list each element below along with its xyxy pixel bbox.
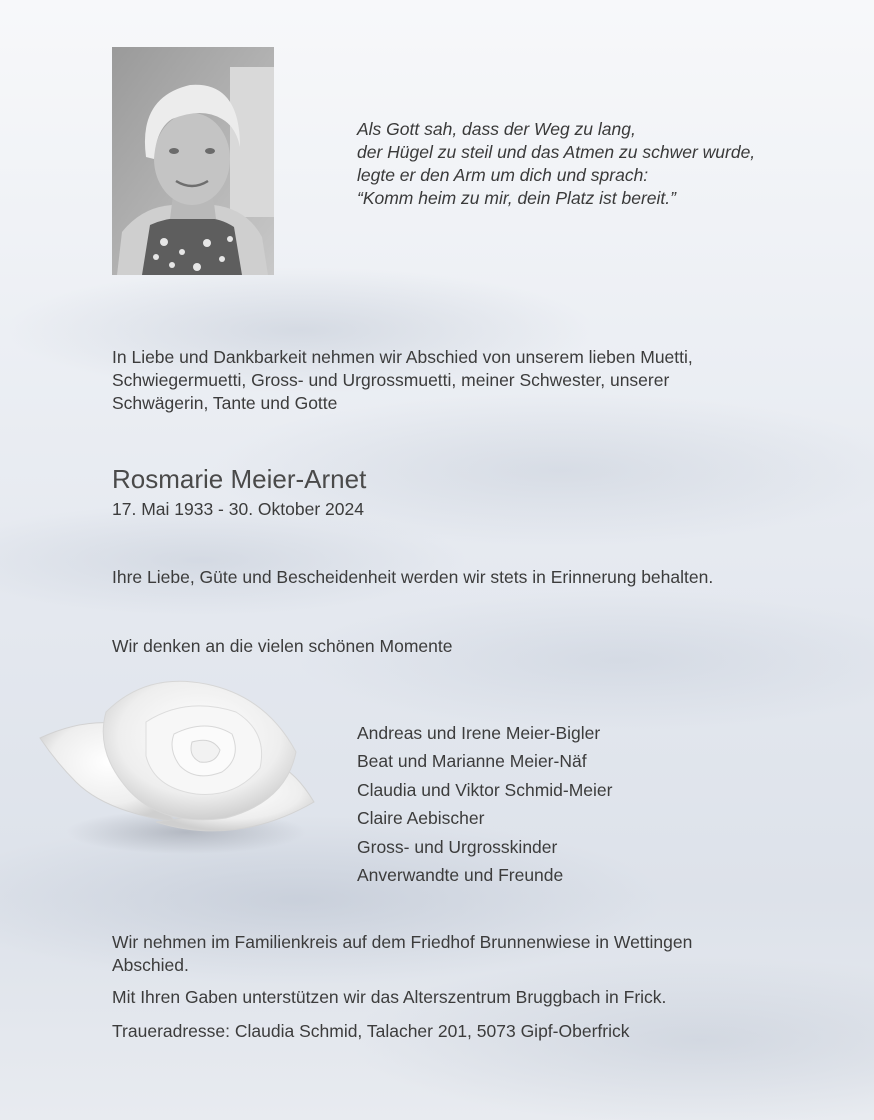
portrait-photo xyxy=(112,47,274,275)
intro-line: In Liebe und Dankbarkeit nehmen wir Abschied von unserem lieben Muetti, xyxy=(112,347,693,367)
poem xyxy=(357,118,857,210)
donation-text: Mit Ihren Gaben unterstützen wir das Alterszentrum Bruggbach in Frick. xyxy=(112,987,667,1007)
poem-line: Als Gott sah, dass der Weg zu lang, xyxy=(357,119,636,139)
remembrance-text: Ihre Liebe, Güte und Bescheidenheit werden wir stets in Erinnerung behalten. xyxy=(112,567,714,587)
list-item: Claire Aebischer xyxy=(357,808,485,829)
intro-line: Schwiegermuetti, Gross- und Urgrossmuetti, meiner Schwester, unserer xyxy=(112,370,670,390)
farewell-paragraph xyxy=(112,931,852,977)
poem-line: “Komm heim zu mir, dein Platz ist bereit.” xyxy=(357,188,676,208)
farewell-line: Wir nehmen im Familienkreis auf dem Friedhof Brunnenwiese in Wettingen xyxy=(112,932,693,952)
deceased-name: Rosmarie Meier-Arnet xyxy=(112,464,367,494)
poem-line: der Hügel zu steil und das Atmen zu schwer wurde, xyxy=(357,142,756,162)
list-item: Andreas und Irene Meier-Bigler xyxy=(357,723,601,743)
portrait-illustration xyxy=(112,47,274,275)
list-item: Beat und Marianne Meier-Näf xyxy=(357,751,587,772)
family-list xyxy=(357,719,613,889)
rose-image xyxy=(36,672,320,854)
list-item: Gross- und Urgrosskinder xyxy=(357,836,558,857)
farewell-line: Abschied. xyxy=(112,955,189,975)
rose-illustration xyxy=(36,672,320,854)
intro-line: Schwägerin, Tante und Gotte xyxy=(112,393,338,413)
list-item: Claudia und Viktor Schmid-Meier xyxy=(357,779,613,800)
mourning-address: Traueradresse: Claudia Schmid, Talacher 201, 5073 Gipf-Oberfrick xyxy=(112,1021,630,1041)
moments-text: Wir denken an die vielen schönen Momente xyxy=(112,636,453,656)
intro-paragraph xyxy=(112,346,852,415)
poem-line: legte er den Arm um dich und sprach: xyxy=(357,165,649,185)
list-item: Anverwandte und Freunde xyxy=(357,865,564,886)
life-dates: 17. Mai 1933 - 30. Oktober 2024 xyxy=(112,499,364,519)
